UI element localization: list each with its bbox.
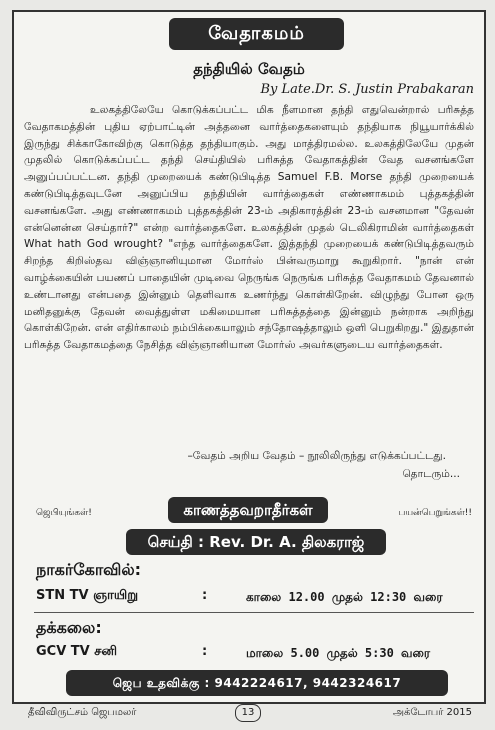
benefit-note: பயன்பெறுங்கள்!! — [398, 508, 472, 518]
article-author: By Late.Dr. S. Justin Prabakaran — [260, 82, 474, 97]
location-name: நாகர்கோவில்: — [36, 560, 142, 579]
pray-note: ஜெபியுங்கள்! — [36, 508, 92, 518]
article-body — [24, 102, 474, 354]
article-paragraph: உலகத்திலேயே கொடுக்கப்பட்ட மிக நீளமான தந்தி எதுவென்றால் பரிசுத்த வேதாகமத்தின் புதிய ஏற்பாட்டின் அத்தனை வார்த்தைகளையும் தந்தியாக நியூயார்க்கில் இருந்து சிக்காகோவிற்கு கொடுத்த தந்தியாகும். அது மாத்திரமல்ல. உலகத்திலேயே முதன் முதலில் கொடுக்கப்பட்ட தந்தி செய்தியில் பரிசுத்த வேதாகத்தின் வேத வசனங்களே அனுப்பப்பட்டன. தந்தி முறையைக் கண்டுபிடித்த Samuel F.B. Morse தந்தி முறையைக் கண்டுபிடித்தவுடனே அனுப்பிய தந்தியின் வார்த்தைகள் எண்ணாகமம் புத்தகத்தின் வசனங்களே. அது எண்ணாகமம் புத்தகத்தின் 23-ம் அதிகாரத்தின் 23-ம் வசனமான "தேவன் என்னென்ன செய்தார்?" என்ற வார்த்தைகளே. உலகத்தின் முதல் டெலிகிராமின் வார்த்தைகள் What hath God wrought? "எந்த வார்த்தைகளே. இத்தந்தி முறையைக் கண்டுபிடித்தவரும் சிறந்த கிறிஸ்தவ விஞ்ஞானியுமான மோர்ஸ் பின்வருமாறு கூறுகிறார். "நான் என் வாழ்க்கையின் பயணப் பாதையின் முடிவை நெருங்க நெருங்க பரிசுத்த வேதாகமம் தேவனால் உண்டானது என்பதை இன்னும் தெளிவாக உணர்ந்து கொள்கிறேன். விழுந்து போன ஒரு மனிதனுக்கு தேவன் வைத்துள்ள மகிமையான பரிசுத்தத்தை இன்னும் நன்றாக அறிந்து கொள்கிறேன். என் எதிர்காலம் நம்பிக்கையாலும் சந்தோஷத்தாலும் ஒளி பெறுகிறது." இதுதான் பரிசுத்த வேதாகமத்தை நேசித்த விஞ்ஞானியான மோர்ஸ் அவர்களுடைய வார்த்தைகள். — [24, 104, 474, 352]
programs-heading: காணத்தவறாதீர்கள் — [168, 497, 328, 523]
divider — [34, 612, 474, 613]
colon-separator: : — [202, 644, 208, 659]
continued-label: தொடரும்... — [402, 468, 460, 480]
page-footer — [12, 702, 482, 724]
page-frame — [12, 10, 486, 704]
channel-label: GCV TV சனி — [36, 644, 118, 659]
channel-label: STN TV ஞாயிறு — [36, 588, 139, 603]
broadcast-time: மாலை 5.00 முதல் 5:30 வரை — [246, 646, 431, 660]
article-source: –வேதம் அறிய வேதம் – நூலிலிருந்து எடுக்கப்பட்டது. — [187, 450, 446, 462]
article-title: தந்தியில் வேதம் — [193, 60, 305, 78]
colon-separator: : — [202, 588, 208, 603]
contact-banner: ஜெப உதவிக்கு : 9442224617, 9442324617 — [66, 670, 448, 696]
location-name: தக்கலை: — [36, 618, 102, 637]
section-banner: வேதாகமம் — [169, 18, 344, 50]
publication-name: தீவிவிருட்சம் ஜெபமலர் — [28, 707, 137, 718]
broadcast-time: காலை 12.00 முதல் 12:30 வரை — [246, 590, 443, 604]
page-number: 13 — [235, 704, 261, 722]
issue-date: அக்டோபர் 2015 — [392, 707, 472, 718]
speaker-banner: செய்தி : Rev. Dr. A. திலகராஜ் — [126, 529, 386, 555]
